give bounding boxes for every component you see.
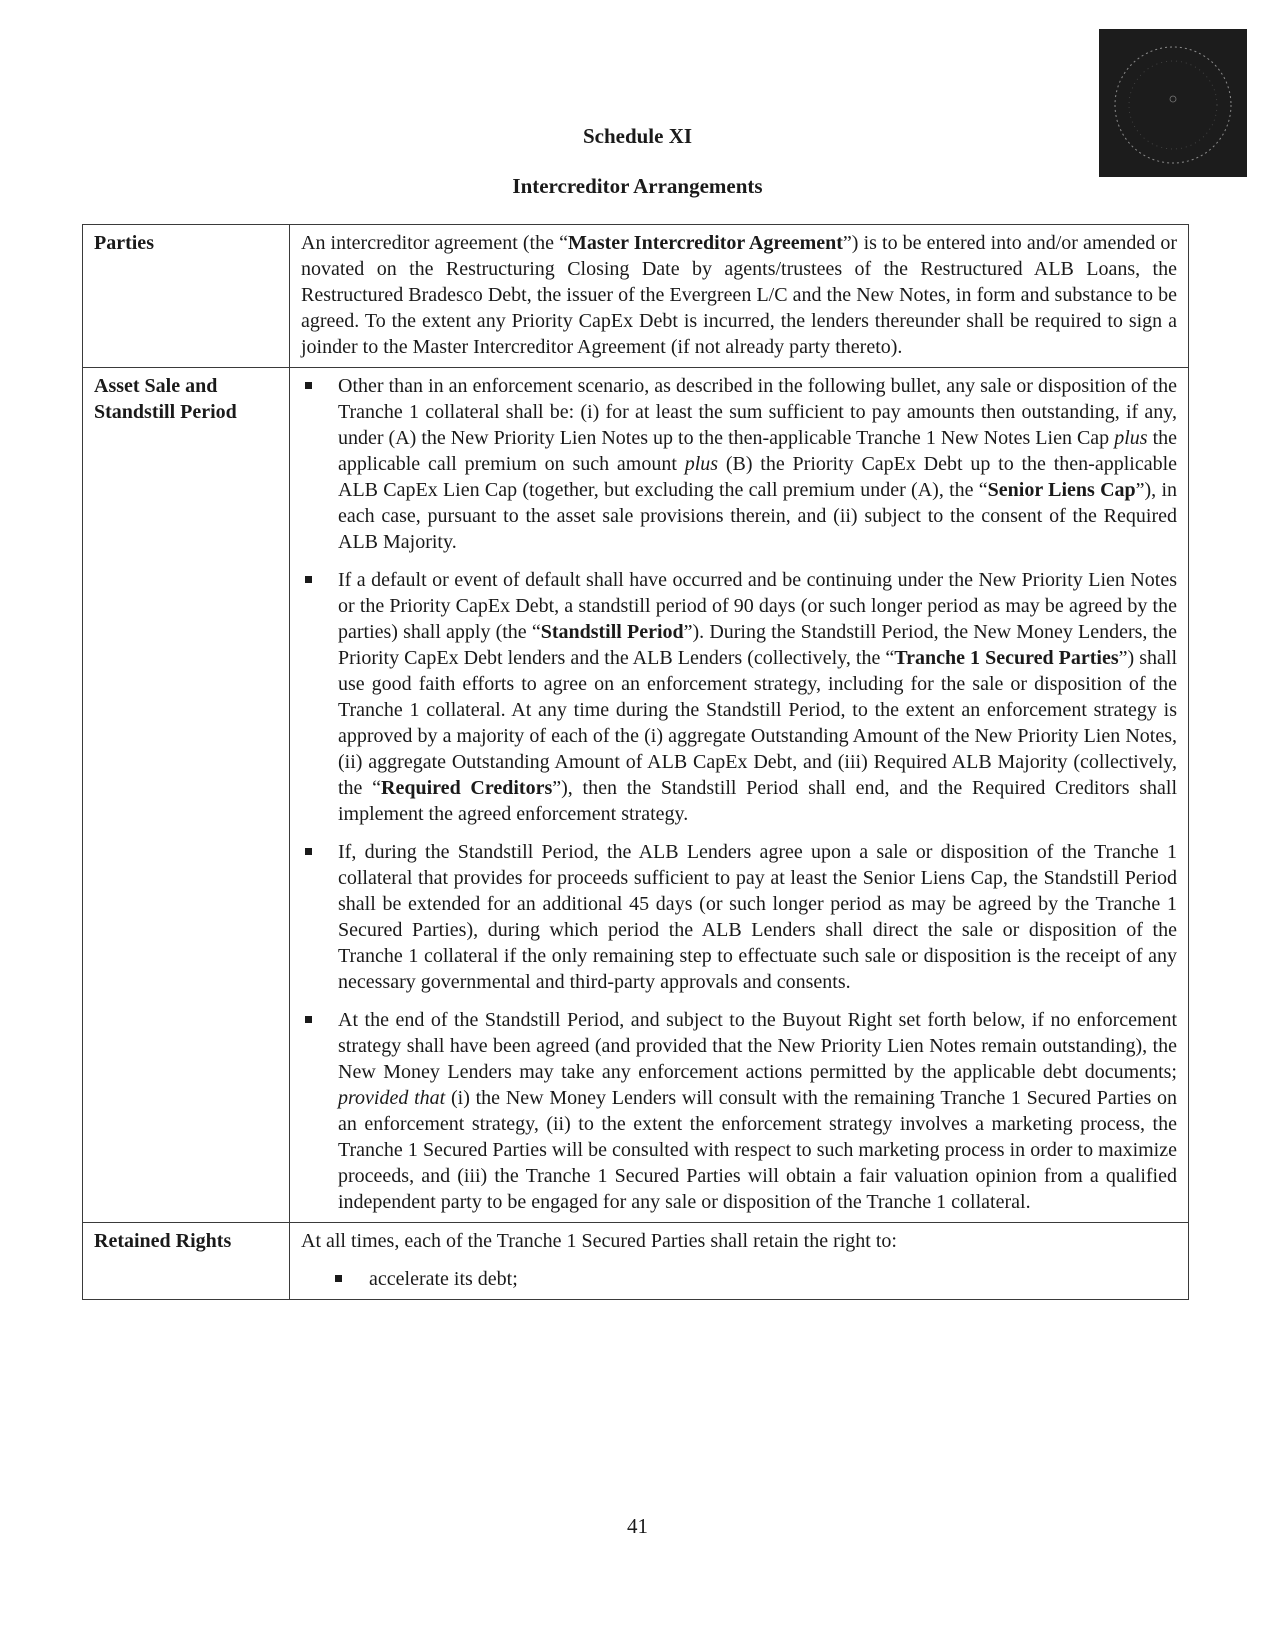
defined-term: Tranche 1 Secured Parties bbox=[894, 647, 1119, 669]
row-body-asset-sale bbox=[290, 368, 1189, 1223]
row-body-parties bbox=[290, 225, 1189, 368]
italic-term: provided that bbox=[338, 1087, 446, 1109]
list-item bbox=[301, 1007, 1177, 1215]
list-item bbox=[301, 373, 1177, 555]
list-item bbox=[301, 839, 1177, 995]
list-item: accelerate its debt; bbox=[301, 1266, 1177, 1292]
row-label-retained-rights: Retained Rights bbox=[83, 1223, 290, 1300]
text-run: At the end of the Standstill Period, and subject to the Buyout Right set forth below, if no enforcement strategy shall have been agreed (and provided that the New Priority Lien Notes remain outstanding), the New Money Lenders may take any enforcement actions permitted by the applicable debt documents; bbox=[338, 1009, 1177, 1083]
row-label-parties: Parties bbox=[83, 225, 290, 368]
table-row bbox=[83, 368, 1189, 1223]
table-row bbox=[83, 1223, 1189, 1300]
text-run: An intercreditor agreement (the “ bbox=[301, 232, 568, 254]
defined-term: Master Intercreditor Agreement bbox=[567, 232, 843, 254]
label-line: Asset Sale and bbox=[94, 375, 218, 397]
text-run: ”), then the Standstill Period shall end, and the Required Creditors shall implement the agreed enforcement strategy. bbox=[338, 777, 1177, 825]
table-row bbox=[83, 225, 1189, 368]
italic-term: plus bbox=[1114, 427, 1148, 449]
list-item bbox=[301, 567, 1177, 827]
intercreditor-terms-table bbox=[82, 224, 1189, 1300]
italic-term: plus bbox=[684, 453, 719, 475]
text-run: ”) shall use good faith efforts to agree on an enforcement strategy, including for the sale or disposition of the Tranche 1 collateral. At any time during the Standstill Period, to the extent an enforcement strategy is approved by a majority of each of the (i) aggregate Outstanding Amount of the New Priority Lien Notes, (ii) aggregate Outstanding Amount of ALB CapEx Debt, and (iii) Required ALB Majority (collectively, the “ bbox=[338, 647, 1178, 799]
page-title: Intercreditor Arrangements bbox=[512, 174, 763, 198]
row-label-asset-sale bbox=[83, 368, 290, 1223]
text-run: (B) the Priority CapEx Debt up to the then-applicable ALB CapEx Lien Cap (together, but excluding the call premium under (A), the “ bbox=[338, 453, 1178, 501]
text-run: ”) is to be entered into and/or amended or novated on the Restructuring Closing Date by agents/trustees of the Restructured ALB Loans, the Restructured Bradesco Debt, the issuer of the Evergreen L/C and the New Notes, in form and substance to be agreed. To the extent any Priority CapEx Debt is incurred, the lenders thereunder shall be required to sign a joinder to the Master Intercreditor Agreement (if not already party thereto). bbox=[301, 232, 1177, 358]
defined-term: Required Creditors bbox=[381, 777, 553, 799]
notary-seal-icon bbox=[1099, 29, 1247, 177]
text-run: (i) the New Money Lenders will consult with the remaining Tranche 1 Secured Parties on an enforcement strategy, (ii) to the extent the enforcement strategy involves a marketing process, the Tranche 1 Secured Parties will be consulted with respect to such marketing process in order to maximize proceeds, and (iii) the Tranche 1 Secured Parties will obtain a fair valuation opinion from a qualified independent party to be engaged for any sale or disposition of the Tranche 1 collateral. bbox=[338, 1087, 1178, 1213]
label-line: Standstill Period bbox=[94, 401, 237, 423]
defined-term: Standstill Period bbox=[540, 621, 684, 643]
retained-intro: At all times, each of the Tranche 1 Secured Parties shall retain the right to: bbox=[301, 1230, 897, 1252]
text-run: If a default or event of default shall have occurred and be continuing under the New Priority Lien Notes or the Priority CapEx Debt, a standstill period of 90 days (or such longer period as may be agreed by the parties) shall apply (the “ bbox=[338, 569, 1177, 643]
text-run: If, during the Standstill Period, the ALB Lenders agree upon a sale or disposition of the Tranche 1 collateral that provides for proceeds sufficient to pay at least the Senior Liens Cap, the Standstill Period shall be extended for an additional 45 days (or such longer period as may be agreed by the Tranche 1 Secured Parties), during which period the ALB Lenders shall direct the sale or disposition of the Tranche 1 collateral if the only remaining step to effectuate such sale or disposition is the receipt of any necessary governmental and third-party approvals and consents. bbox=[338, 841, 1177, 993]
page-number: 41 bbox=[627, 1514, 648, 1538]
defined-term: Senior Liens Cap bbox=[987, 479, 1136, 501]
parties-paragraph bbox=[301, 230, 1177, 360]
text-run: ”). During the Standstill Period, the New Money Lenders, the Priority CapEx Debt lenders and the ALB Lenders (collectively, the “ bbox=[338, 621, 1177, 669]
bullet-list bbox=[301, 373, 1177, 1215]
text-run: the applicable call premium on such amount bbox=[338, 427, 1177, 475]
row-body-retained-rights bbox=[290, 1223, 1189, 1300]
bullet-list bbox=[301, 1266, 1177, 1292]
text-run: Other than in an enforcement scenario, as described in the following bullet, any sale or disposition of the Tranche 1 collateral shall be: (i) for at least the sum sufficient to pay amounts then outstanding, if any, under (A) the New Priority Lien Notes up to the then-applicable Tranche 1 New Notes Lien Cap bbox=[338, 375, 1177, 449]
text-run: ”), in each case, pursuant to the asset sale provisions therein, and (ii) subject to the consent of the Required ALB Majority. bbox=[338, 479, 1177, 553]
schedule-heading: Schedule XI bbox=[582, 124, 693, 148]
